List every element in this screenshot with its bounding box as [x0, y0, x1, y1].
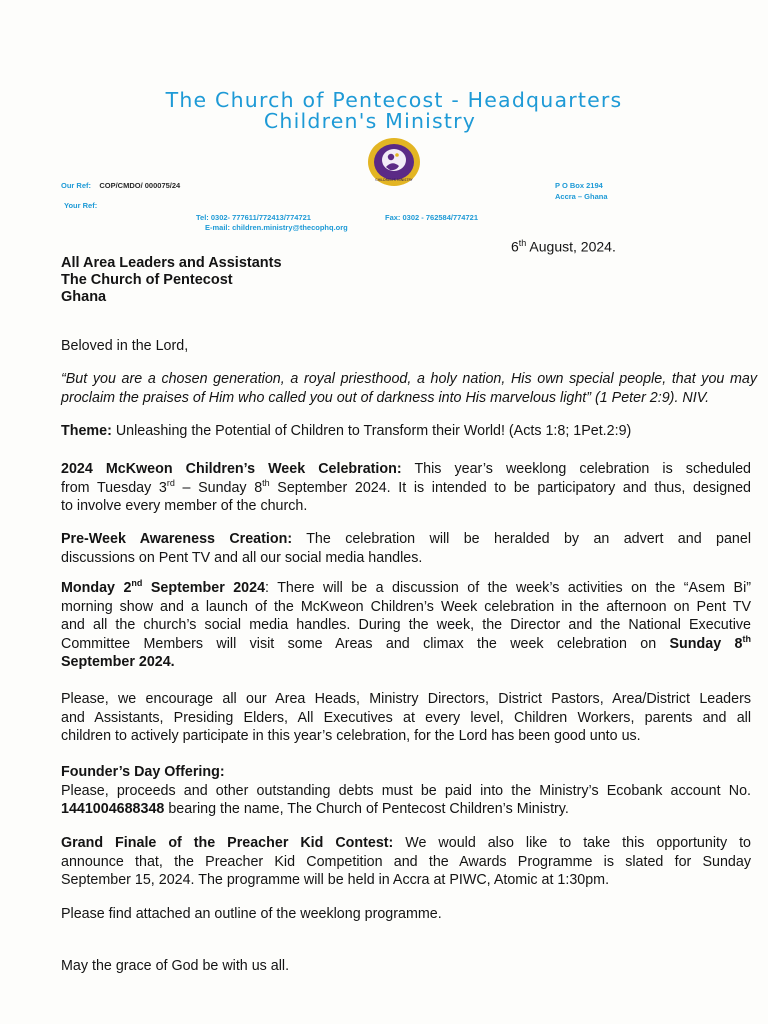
- telephone: Tel: 0302- 777611/772413/774721: [196, 213, 311, 222]
- addressee-line: Ghana: [61, 289, 107, 305]
- addressee-line: The Church of Pentecost: [61, 272, 233, 288]
- addressee: [61, 255, 282, 306]
- theme-label: Theme:: [61, 423, 112, 439]
- letterhead-title: The Church of Pentecost - Headquarters: [165, 88, 623, 112]
- attachment-note: Please find attached an outline of the weeklong programme.: [61, 906, 442, 922]
- theme-paragraph: Theme: Unleashing the Potential of Children to Transform their World! (Acts 1:8; 1Pet.2:9): [61, 423, 632, 439]
- salutation: Beloved in the Lord,: [61, 338, 189, 354]
- preweek-paragraph: Pre-Week Awareness Creation: The celebration will be heralded by an advert and panel discussions on Pent TV and all our social media handles.: [61, 531, 752, 566]
- finale-paragraph: Grand Finale of the Preacher Kid Contest: We would also like to take this opportunity to announce that, the Preacher Kid Competition and the Awards Programme is slated for Sunday September 15, 2024. The programme will be held in Accra at PIWC, Atomic at 1:30pm.: [61, 835, 751, 889]
- ministry-logo-icon: [366, 136, 422, 188]
- scripture-quote: “But you are a chosen generation, a royal priesthood, a holy nation, His own special people, that you may proclaim the praises of Him who called you out of darkness into His marvelous light” (1 Peter 2:9). NIV.: [61, 371, 757, 406]
- city: Accra – Ghana: [555, 192, 608, 201]
- fax: Fax: 0302 - 762584/774721: [385, 213, 478, 222]
- offering-heading: Founder’s Day Offering:: [61, 764, 225, 780]
- monday-paragraph: Monday 2nd September 2024: There will be a discussion of the week’s activities on the “Asem Bi” morning show and a launch of the McKweon Children’s Week celebration in the afternoon on Pent TV and all the church’s social media handles. During the week, the Director and the National Executive Committee Members will visit some Areas and climax the week celebration on Sunday 8th September 2024.: [61, 578, 752, 671]
- closing: May the grace of God be with us all.: [61, 958, 290, 974]
- account-number: 1441004688348: [61, 801, 165, 818]
- email: E-mail: children.ministry@thecophq.org: [205, 223, 348, 232]
- our-ref: [61, 181, 180, 190]
- encourage-paragraph: Please, we encourage all our Area Heads, Ministry Directors, District Pastors, Area/District Leaders and Assistants, Presiding Elders, All Executives at every level, Children Workers, parents and all children to actively participate in this year’s celebration, for the Lord has been good unto us.: [61, 691, 751, 745]
- letter-date: 6th August, 2024.: [511, 238, 616, 255]
- addressee-line: All Area Leaders and Assistants: [61, 255, 282, 271]
- logo-text: CHILDREN'S MINISTRY: [375, 178, 413, 182]
- our-ref-label: Our Ref:: [61, 181, 91, 190]
- po-box: P O Box 2194: [555, 181, 603, 190]
- letterhead-subtitle: Children's Ministry: [263, 109, 477, 133]
- celebration-paragraph: 2024 McKweon Children’s Week Celebration: This year’s weeklong celebration is scheduled from Tuesday 3rd – Sunday 8th September 2024. It is intended to be participatory and thus, designed to involve every member of the church.: [61, 461, 751, 515]
- our-ref-value: COP/CMDO/ 000075/24: [99, 181, 181, 190]
- offering-paragraph: Founder’s Day Offering: Please, proceeds and other outstanding debts must be paid into the Ministry’s Ecobank account No. 1441004688348 bearing the name, The Church of Pentecost Children’s Ministry.: [61, 764, 751, 818]
- your-ref-label: Your Ref:: [64, 201, 98, 210]
